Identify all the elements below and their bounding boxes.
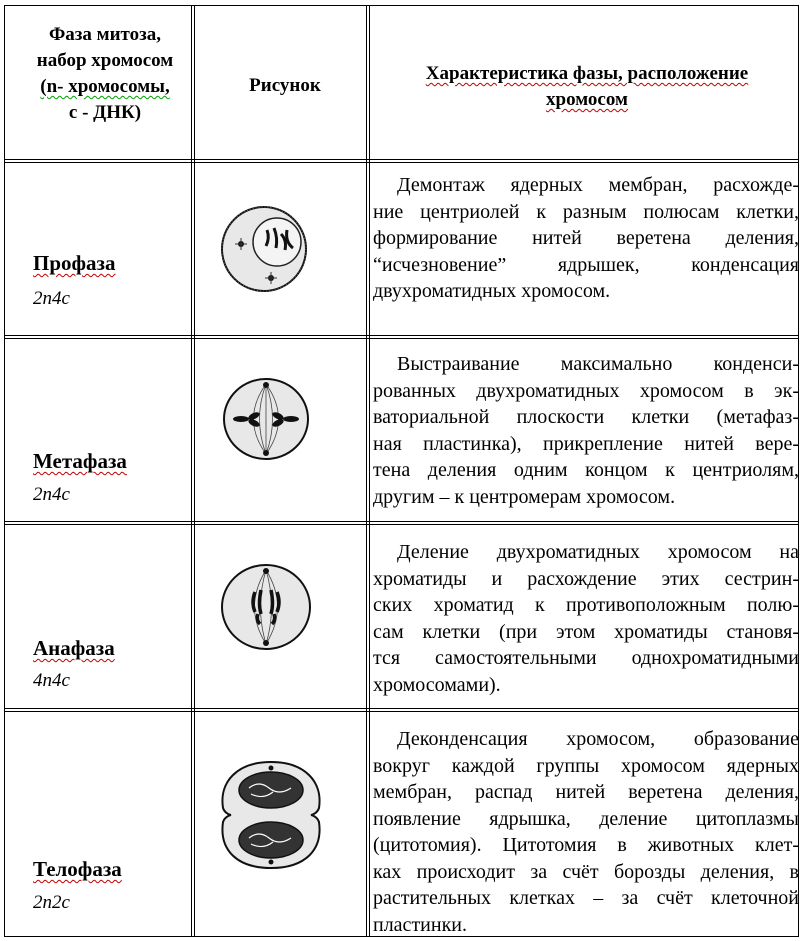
metaphase-cell-icon (221, 376, 311, 462)
phase-formula: 2n2c (33, 892, 70, 913)
header-line: набор хромосом (36, 50, 174, 71)
phase-formula: 2n4c (33, 484, 70, 505)
description-line: хроматиды и расхождение этих сестрин- (373, 567, 799, 590)
description-line: Демонтаж ядерных мембран, расхожде- (397, 174, 799, 196)
description-line: ских хроматид к противоположным полю- (373, 594, 799, 616)
description-line: формирование нитей веретена деления, (373, 227, 799, 249)
row-divider (5, 159, 798, 163)
description-line: появление ядрышка, деление цитоплазмы (373, 807, 799, 830)
header-line: хромосом (546, 89, 628, 110)
description-line: “исчезновение” ядрышек, конденсация (373, 253, 799, 276)
phase-name: Метафаза (33, 449, 127, 473)
header-line: c - ДНК) (68, 102, 142, 123)
prophase-cell-icon (219, 204, 309, 294)
phase-formula: 2n4c (33, 288, 70, 309)
phase-name: Телофаза (33, 857, 122, 881)
header-figure-column: Рисунок (249, 75, 321, 96)
row-divider (5, 335, 798, 339)
phase-description (373, 351, 799, 510)
header-line: Характеристика фазы, расположение (425, 63, 749, 84)
description-line: рованных двухроматидных хромосом в эк- (373, 379, 799, 402)
description-line: другим – к центромерам хромосом. (373, 485, 676, 508)
phase-name: Профаза (33, 251, 116, 275)
telophase-cell-icon (215, 758, 327, 872)
description-line: мембран, распад нитей веретена деления, (373, 781, 799, 803)
phase-formula: 4n4c (33, 670, 70, 691)
phase-name: Анафаза (33, 636, 115, 660)
description-line: ная пластинка), прикрепление нитей вере- (373, 432, 799, 455)
description-line: (цитотомия). Цитотомия в животных клет- (373, 834, 799, 856)
row-divider (5, 708, 798, 712)
header-description-column (377, 61, 797, 113)
description-line: Выстраивание максимально конденси- (397, 353, 799, 375)
phase-description (373, 172, 799, 305)
column-divider (366, 6, 370, 936)
description-line: Деление двухроматидных хромосом на (397, 541, 799, 563)
description-line: сам клетки (при этом хроматиды становя- (373, 620, 799, 643)
description-line: ках происходит за счёт борозды деления, в (373, 860, 799, 883)
description-line: двухроматидных хромосом. (373, 280, 611, 302)
description-line: пластинки. (373, 913, 468, 936)
phase-description (373, 539, 799, 698)
header-line: Фаза митоза, (48, 24, 162, 45)
description-line: вокруг каждой группы хромосом ядерных (373, 754, 799, 777)
description-line: ваториальной плоскости клетки (метафаз- (373, 406, 799, 428)
header-line: (n- хромосомы, (40, 76, 170, 97)
description-line: тся самостоятельными однохроматидными (373, 647, 799, 669)
row-divider (5, 521, 798, 525)
phase-description (373, 726, 799, 938)
description-line: Деконденсация хромосом, образование (397, 728, 799, 750)
anaphase-cell-icon (219, 562, 313, 652)
description-line: тена деления одним концом к центриолям, (373, 459, 799, 481)
column-divider (191, 6, 195, 936)
description-line: ние центриолей к разным полюсам клетки, (373, 200, 799, 223)
description-line: растительных клетках – за счёт клеточной (373, 887, 799, 909)
description-line: хромосомами). (373, 673, 501, 696)
header-phase-column (25, 22, 185, 126)
mitosis-table (4, 5, 799, 937)
